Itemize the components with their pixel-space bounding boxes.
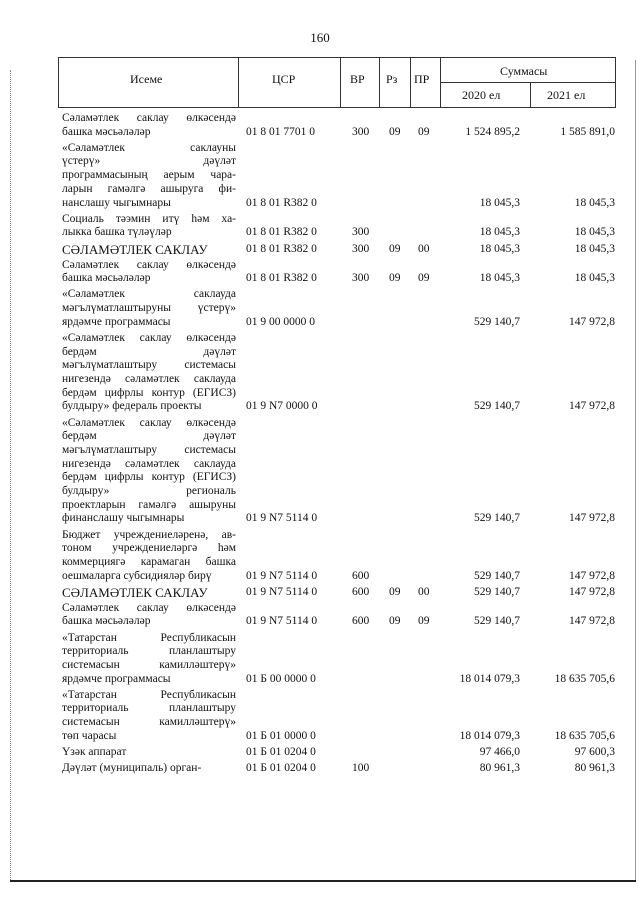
row-name [62,762,236,776]
row-sum-2020: 97 466,0 [479,746,520,758]
row-sum-2021: 18 045,3 [574,242,615,255]
row-name-line: территориаль планлаштыру [62,702,236,715]
row-sum-2021: 18 635 705,6 [554,729,615,742]
table-row [0,243,640,257]
row-sum-2020: 18 045,3 [479,196,520,209]
row-sum-2020: 529 140,7 [474,585,520,598]
table-row [0,602,640,629]
row-name-line: ларын гамәлгә ашыруга фи- [62,182,236,195]
row-name-line: нигезендә сәламәтлек саклауда [62,372,236,385]
row-name-line: СӘЛАМӘТЛЕК САКЛАУ [62,585,208,600]
row-name-line: нанслашу чыгымнары [62,196,171,209]
row-name-line: Бюджет учреждениеләренә, ав- [62,528,236,541]
row-name-line: нигезендә сәламәтлек саклауда [62,457,236,470]
header-sums: Суммасы [500,64,548,78]
row-sum-2020: 529 140,7 [474,569,520,582]
row-name-line: мәгълүматлаштыруны үстерү» [62,302,236,315]
header-pr: ПР [414,72,430,86]
row-name-line: ярдәмче программасы [62,672,171,685]
row-name [62,689,236,744]
row-sum-2020: 18 014 079,3 [459,729,520,742]
table-row [0,762,640,776]
row-name-line: Социаль тәэмин итү һәм ха- [62,212,236,225]
row-name [62,529,236,584]
row-name [62,243,236,257]
header-col-sep [440,57,441,108]
header-col-sep [340,57,341,108]
table-row [0,586,640,600]
row-vr: 300 [352,125,370,138]
row-csr: 01 Б 00 0000 0 [246,672,316,685]
row-sum-2020: 18 045,3 [479,242,520,255]
table-row [0,332,640,414]
row-sum-2021: 147 972,8 [569,569,615,582]
row-csr: 01 Б 01 0000 0 [246,729,316,742]
row-rz: 09 [389,585,401,598]
row-name-line: башка мәсьәләләр [62,272,151,285]
row-csr: 01 8 01 R382 0 [246,226,317,239]
row-name-line: «Сәламәтлек саклау өлкәсендә [62,416,236,429]
row-rz: 09 [389,272,401,285]
row-csr: 01 9 N7 5114 0 [246,615,318,628]
header-top-rule [58,57,615,58]
header-year-2021: 2021 ел [547,88,586,102]
row-name [62,288,236,329]
row-name [62,142,236,210]
row-name-line: Үзәк аппарат [62,746,127,758]
row-pr: 09 [418,615,430,628]
header-col-sep [58,57,59,108]
row-rz: 09 [389,125,401,138]
row-sum-2021: 80 961,3 [574,762,615,775]
row-name-line: «Сәламәтлек саклау өлкәсендә [62,331,236,344]
table-row [0,288,640,329]
row-name-line: булдыру» федераль проекты [62,400,202,413]
row-sum-2020: 18 014 079,3 [459,672,520,685]
row-name-line: булдыру» региональ [62,484,236,497]
row-name [62,417,236,527]
row-name [62,746,236,760]
row-csr: 01 8 01 7701 0 [246,125,315,138]
page-edge-bottom [10,880,636,882]
row-csr: 01 9 N7 5114 0 [246,569,318,582]
table-row [0,746,640,760]
row-name-line: мәгълүматлаштыру системасы [62,359,236,372]
header-col-sep [379,57,380,108]
table-row [0,259,640,286]
row-sum-2021: 18 635 705,6 [554,672,615,685]
row-name [62,632,236,687]
row-name-line: «Сәламәтлек саклауда [62,288,236,301]
row-sum-2020: 529 140,7 [474,512,520,525]
row-name-line: ярдәмче программасы [62,315,171,328]
table-row [0,632,640,687]
row-sum-2021: 147 972,8 [569,585,615,598]
row-sum-2021: 18 045,3 [574,272,615,285]
row-sum-2020: 529 140,7 [474,615,520,628]
row-vr: 300 [352,272,370,285]
row-name-line: бердәм цифрлы контур (ЕГИСЗ) [62,386,236,399]
header-bottom-rule [58,107,615,108]
row-name-line: «Татарстан Республикасын [62,688,236,701]
row-sum-2020: 80 961,3 [479,762,520,775]
row-name [62,112,236,139]
row-sum-2020: 529 140,7 [474,400,520,413]
row-name-line: территориаль планлаштыру [62,645,236,658]
row-rz: 09 [389,242,401,255]
row-name-line: СӘЛАМӘТЛЕК САКЛАУ [62,242,208,257]
row-name-line: оешмаларга субсидияләр бирү [62,569,212,582]
row-name-line: бердәм дәүләт [62,345,236,358]
row-name-line: финанслашу чыгымнары [62,512,185,525]
row-csr: 01 Б 01 0204 0 [246,762,316,775]
row-csr: 01 9 N7 5114 0 [246,585,318,598]
row-vr: 300 [352,242,370,255]
row-sum-2020: 1 524 895,2 [465,125,520,138]
row-name-line: «Татарстан Республикасын [62,631,236,644]
header-col-sep [615,57,616,108]
row-vr: 600 [352,585,370,598]
row-pr: 00 [418,242,430,255]
row-name-line: системасын камилләштерү» [62,658,236,671]
row-sum-2021: 147 972,8 [569,315,615,328]
row-pr: 00 [418,585,430,598]
row-name-line: мәгълүматлаштыру системасы [62,443,236,456]
row-name-line: үстерү» дәүләт [62,155,236,168]
row-name-line: Сәламәтлек саклау өлкәсендә [62,112,236,124]
row-name-line: «Сәламәтлек саклауны [62,141,236,154]
row-name-line: Сәламәтлек саклау өлкәсендә [62,601,236,614]
row-vr: 100 [352,762,370,775]
row-sum-2021: 1 585 891,0 [560,125,615,138]
row-pr: 09 [418,125,430,138]
header-name: Исеме [130,72,163,86]
table-row [0,417,640,527]
page-number: 160 [310,30,330,45]
row-name-line: проектларын гамәлгә ашыруны [62,498,236,511]
row-name-line: Дәүләт (муниципаль) орган- [62,762,202,775]
row-name-line: бердәм дәүләт [62,430,236,443]
row-csr: 01 8 01 R382 0 [246,196,317,209]
header-vr: ВР [350,72,365,86]
row-csr: 01 9 N7 0000 0 [246,400,318,413]
row-name-line: башка мәсьәләләр [62,125,151,138]
row-csr: 01 8 01 R382 0 [246,242,317,255]
row-csr: 01 Б 01 0204 0 [246,746,316,758]
row-name-line: лыкка башка түләүләр [62,226,172,239]
row-name-line: төп чарасы [62,729,117,742]
row-sum-2020: 18 045,3 [479,226,520,239]
row-pr: 09 [418,272,430,285]
row-csr: 01 8 01 R382 0 [246,272,317,285]
row-name-line: Сәламәтлек саклау өлкәсендә [62,258,236,271]
row-sum-2020: 18 045,3 [479,272,520,285]
row-name [62,213,236,240]
row-sum-2021: 147 972,8 [569,615,615,628]
row-name [62,259,236,286]
row-name-line: башка мәсьәләләр [62,615,151,628]
row-name-line: системасын камилләштерү» [62,716,236,729]
row-sum-2020: 529 140,7 [474,315,520,328]
row-name [62,586,236,600]
row-rz: 09 [389,615,401,628]
table-row [0,689,640,744]
header-csr: ЦСР [272,72,296,86]
row-sum-2021: 18 045,3 [574,196,615,209]
header-year-2020: 2020 ел [462,88,501,102]
row-sum-2021: 18 045,3 [574,226,615,239]
table-row [0,142,640,211]
row-name-line: тоном учреждениеләргә һәм [62,542,236,555]
header-sums-rule [440,82,615,83]
table-row [0,213,640,240]
table-row [0,529,640,584]
row-vr: 600 [352,569,370,582]
row-name-line: коммерциягә карамаган башка [62,555,236,568]
row-name [62,602,236,629]
row-vr: 300 [352,226,370,239]
row-name-line: программасының аерым чара- [62,169,236,182]
table-row [0,112,640,139]
header-col-sep [530,82,531,108]
row-name [62,332,236,414]
header-rz: Рз [386,72,398,86]
row-sum-2021: 147 972,8 [569,400,615,413]
row-sum-2021: 147 972,8 [569,512,615,525]
row-sum-2021: 97 600,3 [574,746,615,758]
header-col-sep [238,57,239,108]
row-csr: 01 9 N7 5114 0 [246,512,318,525]
header-col-sep [410,57,411,108]
row-csr: 01 9 00 0000 0 [246,315,315,328]
row-vr: 600 [352,615,370,628]
row-name-line: бердәм цифрлы контур (ЕГИСЗ) [62,471,236,484]
